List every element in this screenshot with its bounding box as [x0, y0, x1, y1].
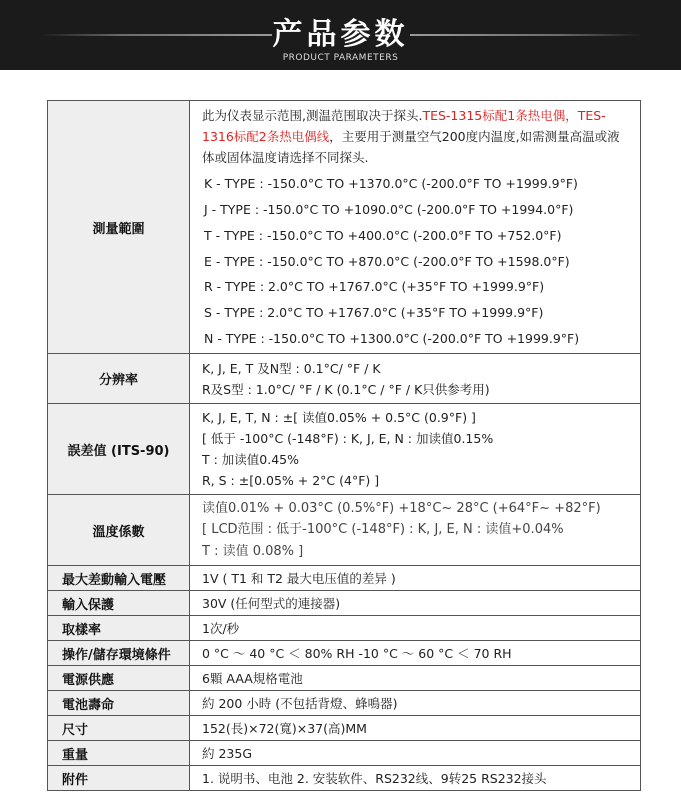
type-range-line: E - TYPE : -150.0°C TO +870.0°C (-200.0°F TO +1598.0°F)	[204, 253, 570, 269]
spec-label: 最大差動輸入電壓	[48, 566, 190, 591]
spec-row-environment	[48, 641, 641, 666]
spec-label: 輸入保護	[48, 591, 190, 616]
spec-row-weight	[48, 741, 641, 766]
coefficient-line: T : 读值 0.08% ]	[202, 543, 304, 559]
spec-label: 誤差值 (ITS-90)	[48, 404, 190, 495]
type-range-line: J - TYPE : -150.0°C TO +1090.0°C (-200.0°F TO +1994.0°F)	[204, 202, 574, 217]
resolution-line: R及S型 : 1.0°C/ °F / K (0.1°C / °F / K只供参考用)	[202, 381, 490, 397]
spec-label: 分辨率	[48, 354, 190, 404]
spec-label: 操作/儲存環境條件	[48, 641, 190, 666]
spec-value: 30V (任何型式的連接器)	[190, 591, 641, 616]
spec-row-battery-life	[48, 691, 641, 716]
accuracy-line: [ 低于 -100°C (-148°F) : K, J, E, N : 加读值0.15%	[202, 431, 494, 446]
spec-value: 約 200 小時 (不包括背燈、蜂鳴器)	[190, 691, 641, 716]
spec-value: 1次/秒	[190, 616, 641, 641]
section-header	[0, 0, 681, 70]
spec-row-input-protection	[48, 591, 641, 616]
intro-text: ，主要用于测量空气200度内温度,如需测量高温或液体或固体温度请选择不同探头.	[202, 129, 620, 166]
spec-row-sample-rate	[48, 616, 641, 641]
spec-value: 約 235G	[190, 741, 641, 766]
spec-value	[190, 101, 641, 354]
spec-value: 1V ( T1 和 T2 最大电压值的差异 )	[190, 566, 641, 591]
type-range-line: K - TYPE : -150.0°C TO +1370.0°C (-200.0°F TO +1999.9°F)	[204, 176, 578, 192]
spec-row-accuracy	[48, 404, 641, 495]
spec-value: 1. 说明书、电池 2. 安装软件、RS232线、9转25 RS232接头	[190, 766, 641, 791]
spec-row-resolution	[48, 354, 641, 404]
section-title: 产品参数	[272, 17, 409, 52]
intro-text: 此为仪表显示范围,测温范围取决于探头.	[202, 108, 423, 124]
spec-label: 電源供應	[48, 666, 190, 691]
resolution-line: K, J, E, T 及N型 : 0.1°C/ °F / K	[202, 360, 381, 376]
spec-label: 測量範圍	[48, 101, 190, 354]
spec-label: 附件	[48, 766, 190, 791]
intro-highlight: TES-1315标配1条热电偶，TES-1316标配2条热电偶线	[202, 108, 606, 145]
accuracy-line: T : 加读值0.45%	[202, 452, 300, 467]
type-range-line: N - TYPE : -150.0°C TO +1300.0°C (-200.0°F TO +1999.9°F)	[204, 330, 580, 346]
accuracy-line: R, S : ±[0.05% + 2°C (4°F) ]	[202, 473, 380, 488]
spec-label: 溫度係數	[48, 495, 190, 566]
spec-value: 152(長)×72(寬)×37(高)MM	[190, 716, 641, 741]
type-range-line: R - TYPE : 2.0°C TO +1767.0°C (+35°F TO +1999.9°F)	[204, 279, 545, 295]
spec-row-max-diff-voltage	[48, 566, 641, 591]
spec-row-power-supply	[48, 666, 641, 691]
spec-row-temp-coefficient	[48, 495, 641, 566]
spec-value	[190, 354, 641, 404]
spec-row-accessories	[48, 766, 641, 791]
type-range-line: T - TYPE : -150.0°C TO +400.0°C (-200.0°F TO +752.0°F)	[204, 227, 562, 243]
spec-row-dimensions	[48, 716, 641, 741]
type-range-line: S - TYPE : 2.0°C TO +1767.0°C (+35°F TO +1999.9°F)	[204, 305, 544, 321]
section-subtitle: PRODUCT PARAMETERS	[282, 53, 399, 63]
spec-label: 重量	[48, 741, 190, 766]
accuracy-line: K, J, E, T, N : ±[ 读值0.05% + 0.5°C (0.9°F) ]	[202, 410, 476, 425]
spec-value	[190, 495, 641, 566]
coefficient-line: 读值0.01% + 0.03°C (0.5%°F) +18°C~ 28°C (+64°F~ +82°F)	[202, 500, 601, 516]
coefficient-line: [ LCD范围 : 低于-100°C (-148°F) : K, J, E, N : 读值+0.04%	[202, 522, 564, 538]
measure-range-intro	[202, 102, 632, 171]
spec-label: 電池壽命	[48, 691, 190, 716]
spec-table	[47, 100, 641, 791]
spec-value: 6顆 AAA規格電池	[190, 666, 641, 691]
spec-value: 0 °C ～ 40 °C ＜ 80% RH -10 °C ～ 60 °C ＜ 70 RH	[190, 641, 641, 666]
spec-label: 取樣率	[48, 616, 190, 641]
spec-value	[190, 404, 641, 495]
spec-label: 尺寸	[48, 716, 190, 741]
spec-row-measure-range	[48, 101, 641, 354]
